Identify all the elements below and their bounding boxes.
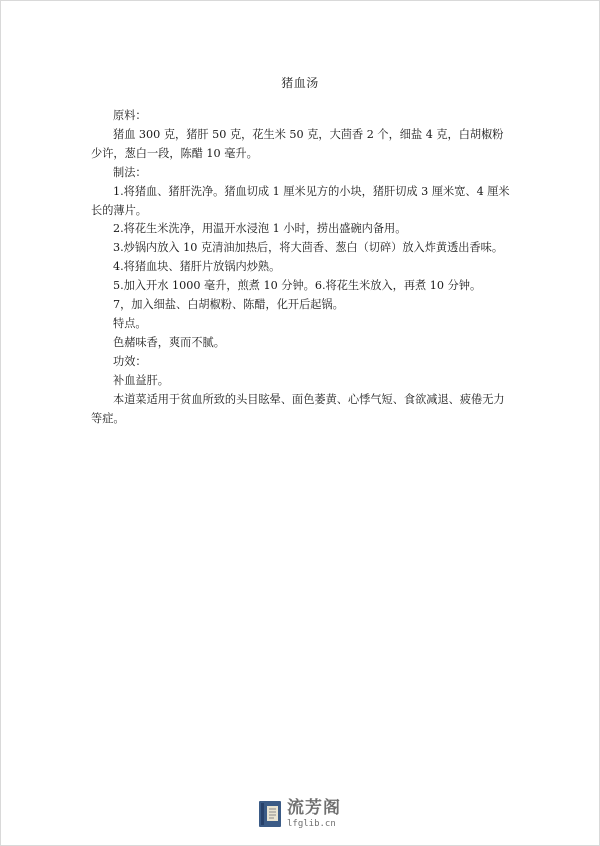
- paragraph-step-5-6: 5.加入开水 1000 毫升，煎煮 10 分钟。6.将花生米放入，再煮 10 分钟。: [113, 279, 482, 293]
- paragraph-features-heading: 特点。: [113, 316, 147, 330]
- paragraph-step-1: 1.将猪血、猪肝洗净。猪血切成 1 厘米见方的小块，猪肝切成 3 厘米宽、4 厘米长的薄片。: [91, 184, 510, 217]
- paragraph-step-4: 4.将猪血块、猪肝片放锅内炒熟。: [113, 260, 281, 274]
- paragraph-step-3: 3.炒锅内放入 10 克清油加热后，将大茴香、葱白（切碎）放入炸黄透出香味。: [113, 241, 504, 255]
- book-icon: [258, 800, 282, 828]
- paragraph-step-2: 2.将花生米洗净，用温开水浸泡 1 小时，捞出盛碗内备用。: [113, 222, 407, 236]
- paragraph-features: 色赭味香，爽而不腻。: [113, 335, 225, 349]
- logo-text: [287, 797, 341, 829]
- logo-url: lfglib.cn: [287, 818, 336, 829]
- paragraph-effects: 补血益肝。: [113, 373, 169, 387]
- document-body: [91, 107, 511, 428]
- paragraph-method-heading: 制法：: [113, 165, 147, 179]
- document-title: 猪血汤: [281, 76, 319, 90]
- paragraph-ingredients-heading: 原料：: [113, 109, 147, 122]
- paragraph-step-7: 7，加入细盐、白胡椒粉、陈醋，化开后起锅。: [113, 298, 344, 312]
- paragraph-indications: 本道菜适用于贫血所致的头目眩晕、面色萎黄、心悸气短、食欲减退、疲倦无力等症。: [91, 392, 505, 425]
- paragraph-ingredients: 猪血 300 克，猪肝 50 克，花生米 50 克，大茴香 2 个，细盐 4 克，白胡椒粉少许，葱白一段，陈醋 10 毫升。: [91, 127, 504, 160]
- paragraph-effects-heading: 功效：: [113, 354, 147, 368]
- logo-name: 流芳阁: [287, 797, 341, 818]
- footer-logo: [258, 798, 341, 830]
